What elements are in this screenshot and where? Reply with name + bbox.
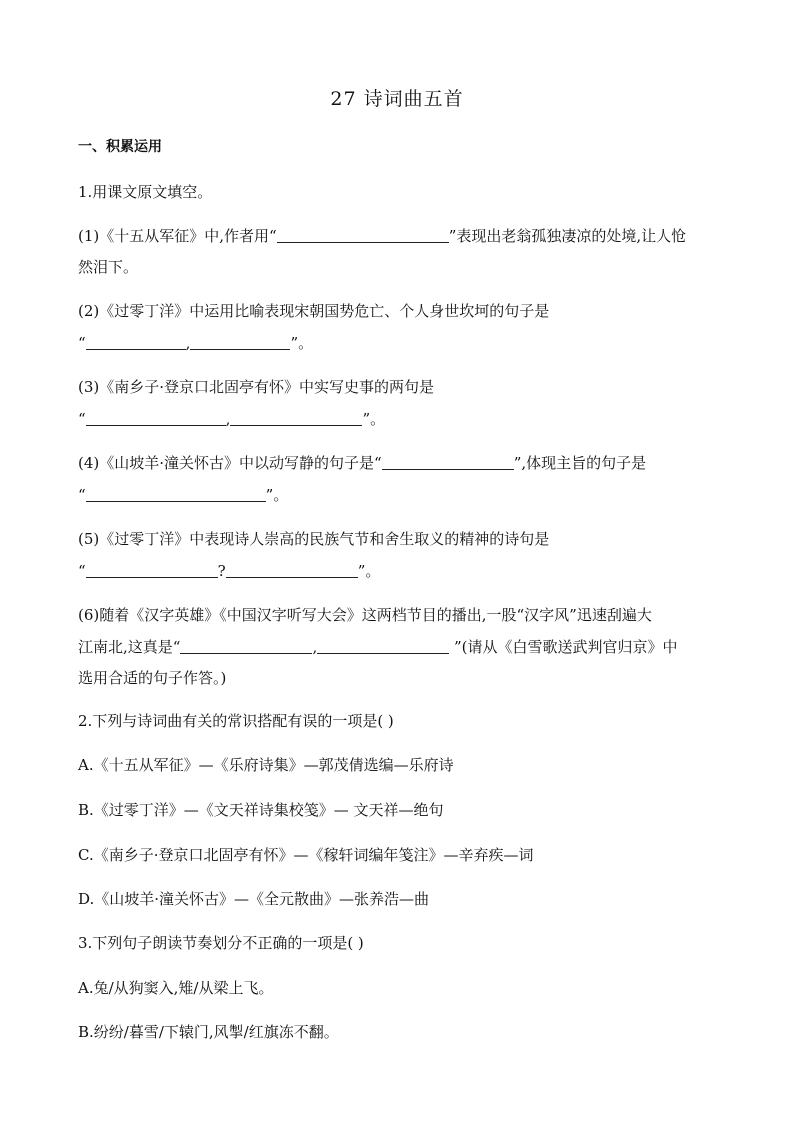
question-3-option-a: A.兔/从狗窦入,雉/从梁上飞。 — [78, 979, 274, 997]
open-quote: “ — [78, 486, 86, 504]
answer-blank — [190, 333, 290, 350]
question-1-item-6-continued: 选用合适的句子作答。) — [78, 669, 227, 687]
item-6-prefix: 江南北,这真是“ — [78, 638, 181, 656]
answer-blank — [277, 226, 449, 243]
answer-blank — [180, 637, 312, 654]
item-6-suffix: ”(请从《白雪歌送武判官归京》中 — [449, 638, 678, 656]
answer-blank — [230, 409, 362, 426]
question-3-option-b: B.纷纷/暮雪/下辕门,风掣/红旗冻不翻。 — [78, 1023, 339, 1041]
question-1-item-6: (6)随着《汉字英雄》《中国汉字听写大会》这两档节目的播出,一股“汉字风”迅速刮遍大 — [78, 606, 652, 624]
question-1-item-2: (2)《过零丁洋》中运用比喻表现宋朝国势危亡、个人身世坎坷的句子是 — [78, 302, 550, 320]
question-1-item-2-blanks — [78, 332, 728, 354]
question-1-stem: 1.用课文原文填空。 — [78, 183, 213, 201]
close-quote: ”。 — [265, 486, 289, 504]
question-1-item-4 — [78, 452, 728, 474]
question-1-item-1 — [78, 225, 728, 247]
question-1-item-6-blanks — [78, 636, 728, 658]
answer-blank — [86, 409, 226, 426]
answer-blank — [86, 333, 186, 350]
answer-blank — [226, 561, 358, 578]
separator: , — [312, 638, 318, 656]
question-3-stem: 3.下列句子朗读节奏划分不正确的一项是( ) — [78, 934, 364, 952]
page-title: 27 诗词曲五首 — [330, 88, 464, 110]
question-2-option-d: D.《山坡羊·潼关怀古》—《全元散曲》—张养浩—曲 — [78, 890, 430, 908]
section-heading: 一、积累运用 — [78, 139, 162, 155]
open-quote: “ — [78, 410, 86, 428]
question-2-stem: 2.下列与诗词曲有关的常识搭配有误的一项是( ) — [78, 712, 394, 730]
question-2-option-b: B.《过零丁洋》—《文天祥诗集校笺》— 文天祥—绝句 — [78, 801, 444, 819]
question-1-item-3: (3)《南乡子·登京口北固亭有怀》中实写史事的两句是 — [78, 378, 435, 396]
item-1-suffix: ”表现出老翁孤独凄凉的处境,让人怆 — [448, 227, 687, 245]
question-2-option-c: C.《南乡子·登京口北固亭有怀》—《稼轩词编年笺注》—辛弃疾—词 — [78, 846, 534, 864]
open-quote: “ — [78, 562, 86, 580]
question-1-item-1-continued: 然泪下。 — [78, 258, 139, 276]
separator: , — [225, 410, 231, 428]
answer-blank — [86, 561, 218, 578]
question-1-item-4-blank — [78, 484, 728, 506]
question-1-item-5: (5)《过零丁洋》中表现诗人崇高的民族气节和舍生取义的精神的诗句是 — [78, 530, 550, 548]
close-quote: ”。 — [290, 334, 314, 352]
question-2-option-a: A.《十五从军征》—《乐府诗集》—郭茂倩选编—乐府诗 — [78, 756, 454, 774]
close-quote: ”。 — [357, 562, 381, 580]
close-quote: ”。 — [362, 410, 386, 428]
separator: ? — [217, 562, 226, 580]
answer-blank — [382, 453, 514, 470]
item-4-suffix: ”,体现主旨的句子是 — [513, 454, 647, 472]
separator: , — [185, 334, 191, 352]
item-1-prefix: (1)《十五从军征》中,作者用“ — [78, 227, 277, 245]
answer-blank — [86, 485, 266, 502]
answer-blank — [317, 637, 449, 654]
open-quote: “ — [78, 334, 86, 352]
question-1-item-5-blanks — [78, 560, 728, 582]
item-4-prefix: (4)《山坡羊·潼关怀古》中以动写静的句子是“ — [78, 454, 382, 472]
question-1-item-3-blanks — [78, 408, 728, 430]
